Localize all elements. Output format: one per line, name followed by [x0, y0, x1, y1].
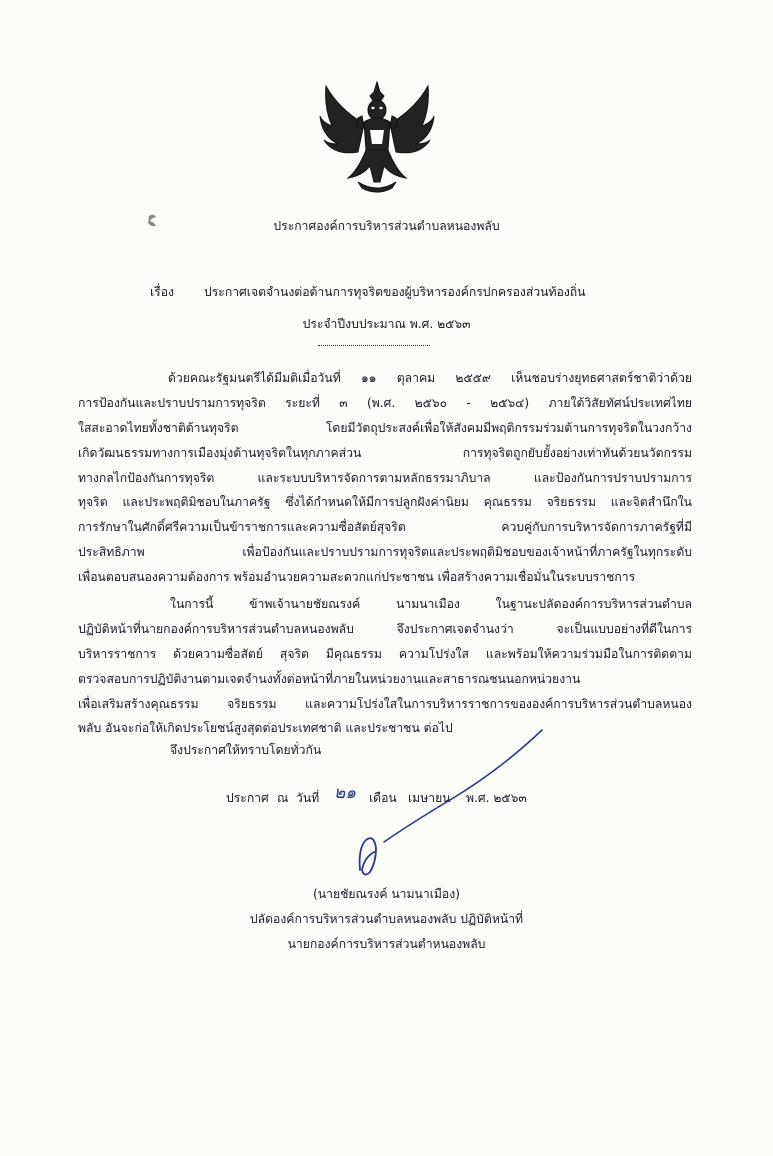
date-announced-label: ประกาศ — [226, 791, 269, 805]
subject-label: เรื่อง — [150, 285, 174, 299]
closing-statement: จึงประกาศให้ทราบโดยทั่วกัน — [170, 743, 322, 757]
handwritten-signature — [300, 720, 560, 890]
paragraph-line: ทุจริต และประพฤติมิชอบในภาครัฐ ซึ่งได้กำหนดให้มีการปลูกฝังค่านิยม คุณธรรม จริยธรรม และจิตสำนึกใน — [78, 495, 692, 510]
paragraph-line: ทางกลไกป้องกันการทุจริต และระบบบริหารจัดการตามหลักธรรมาภิบาล และป้องกันการปราบปรามการ — [78, 470, 692, 485]
paragraph-line: ในการนี้ ข้าพเจ้านายชัยณรงค์ นามนาเมือง ในฐานะปลัดองค์การบริหารส่วนตำบล — [170, 597, 692, 611]
paragraph-line: การป้องกันและปราบปรามการทุจริต ระยะที่ ๓ (พ.ศ. ๒๕๖๐ - ๒๕๖๔) ภายใต้วิสัยทัศน์ประเทศไทย — [78, 395, 692, 410]
paragraph-line: เพื่อนตอบสนองความต้องการ พร้อมอำนวยความสะดวกแก่ประชาชน เพื่อสร้างความเชื่อมั่นในระบบราชการ — [78, 570, 636, 585]
subject-title: ประกาศเจตจำนงต่อต้านการทุจริตของผู้บริหารองค์กรปกครองส่วนท้องถิ่น — [204, 285, 586, 299]
date-at-label: ณ — [277, 791, 289, 805]
signatory-name: (นายชัยณรงค์ นามนาเมือง) — [313, 887, 460, 901]
date-month-label: เดือน — [369, 791, 397, 805]
date-day-label: วันที่ — [296, 791, 320, 805]
paragraph-1 — [78, 366, 692, 590]
paragraph-line: บริหารราชการ ด้วยความซื่อสัตย์ สุจริต มีคุณธรรม ความโปร่งใส และพร้อมให้ความร่วมมือในการติดตาม — [78, 646, 692, 661]
paragraph-line: พลับ อันจะก่อให้เกิดประโยชน์สูงสุดต่อประเทศชาติ และประชาชน ต่อไป — [78, 721, 453, 736]
signatory-position-2: นายกองค์การบริหารส่วนตำหนองพลับ — [287, 937, 486, 951]
garuda-emblem-icon — [318, 78, 436, 196]
paragraph-line: การรักษาในศักดิ์ศรีความเป็นข้าราชการและความซื่อสัตย์สุจริต ควบคู่กับการบริหารจัดการภาครัฐที่มี — [78, 520, 692, 535]
paragraph-line: ประสิทธิภาพ เพื่อป้องกันและปราบปรามการทุจริตและประพฤติมิชอบของเจ้าหน้าที่ภาครัฐในทุกระดับ — [78, 545, 692, 560]
paragraph-line: ใสสะอาดไทยทั้งชาติต้านทุจริต โดยมีวัตถุประสงค์เพื่อให้สังคมมีพฤติกรรมร่วมต้านการทุจริตในวงกว้าง — [78, 420, 692, 435]
date-year: พ.ศ. ๒๕๖๓ — [466, 791, 527, 805]
date-month: เมษายน — [408, 791, 451, 805]
signatory-position-1: ปลัดองค์การบริหารส่วนตำบลหนองพลับ ปฏิบัติหน้าที่ — [249, 912, 524, 926]
paragraph-line: ตรวจสอบการปฏิบัติงานตามเจตจำนงทั้งต่อหน้าที่ภายในหน่วยงานและสาธารณชนนอกหน่วยงาน — [78, 671, 581, 686]
fiscal-year: ประจำปีงบประมาณ พ.ศ. ๒๕๖๓ — [302, 317, 471, 331]
date-day-handwritten: ๒๑ — [334, 783, 356, 803]
organization-header: ประกาศองค์การบริหารส่วนตำบลหนองพลับ — [273, 219, 500, 233]
paragraph-line: เกิดวัฒนธรรมทางการเมืองมุ่งต้านทุจริตในทุกภาคส่วน การทุจริตถูกยับยั้งอย่างเท่าทันด้วยนวัตกรรม — [78, 445, 692, 460]
paragraph-line: ด้วยคณะรัฐมนตรีได้มีมติเมื่อวันที่ ๑๑ ตุลาคม ๒๕๕๙ เห็นชอบร่างยุทธศาสตร์ชาติว่าด้วย — [168, 371, 692, 385]
divider-dotted — [318, 344, 430, 346]
paragraph-line: เพื่อเสริมสร้างคุณธรรม จริยธรรม และความโปร่งใสในการบริหารราชการขององค์การบริหารส่วนตำบลหนอง — [78, 696, 692, 711]
paragraph-line: ปฏิบัติหน้าที่นายกองค์การบริหารส่วนตำบลหนองพลับ จึงประกาศเจตจำนงว่า จะเป็นแบบอย่างที่ดีในการ — [78, 621, 692, 636]
paragraph-2 — [78, 592, 692, 741]
